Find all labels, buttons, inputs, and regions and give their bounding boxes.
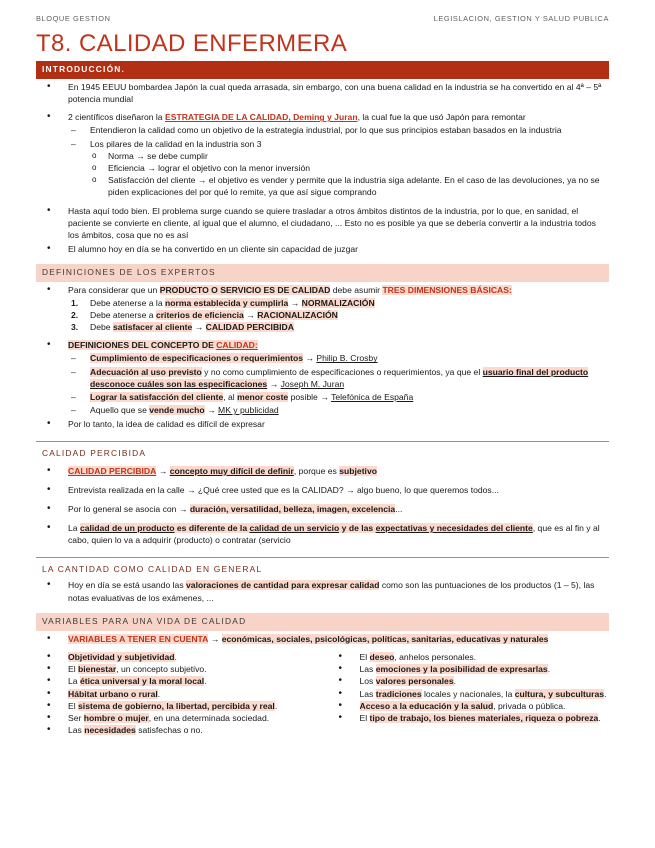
quantity-list — [36, 579, 609, 603]
text: RACIONALIZACIÓN — [257, 309, 338, 320]
text: Entrevista realizada en la calle → ¿Qué cree usted que es la CALIDAD? → algo bueno, lo que queremos todos... — [68, 484, 499, 495]
author-link: Philip B. Crosby — [316, 353, 378, 364]
list-item — [68, 138, 609, 199]
text: calidad de un producto — [79, 523, 175, 534]
text: El alumno hoy en día se ha convertido en un cliente sin capacidad de juzgar — [68, 244, 358, 255]
section-heading-calidad-percibida: CALIDAD PERCIBIDA — [36, 441, 609, 462]
variables-right-column — [318, 651, 610, 736]
text: . — [453, 676, 457, 687]
pillars-list — [90, 150, 609, 199]
text: y de las — [339, 523, 376, 534]
list-item — [36, 724, 318, 736]
list-item — [328, 712, 610, 724]
text: La — [68, 676, 80, 687]
text: El — [359, 652, 370, 663]
text: TRES DIMENSIONES BÁSICAS: — [382, 285, 512, 296]
list-item — [36, 579, 609, 603]
text: . — [547, 664, 551, 675]
running-header — [36, 14, 609, 25]
list-item — [68, 404, 609, 416]
experts-list — [36, 284, 609, 430]
highlight-strategy: ESTRATEGIA DE LA CALIDAD, Deming y Juran — [164, 112, 358, 123]
text: Entendieron la calidad como un objetivo de la estrategia industrial, por lo que sus principios estaban basados en la industria — [90, 125, 562, 136]
author-link: Joseph M. Juran — [280, 378, 345, 389]
text: → — [208, 633, 222, 644]
text: satisfechas o no. — [135, 725, 203, 736]
text: debe asumir — [330, 285, 383, 296]
list-item — [36, 700, 318, 712]
list-item — [328, 651, 610, 663]
list-item — [90, 174, 609, 198]
text: emociones y la posibilidad de expresarlas — [375, 664, 548, 675]
list-item — [68, 352, 609, 364]
text: tipo de trabajo, los bienes materiales, riqueza o pobreza — [369, 713, 599, 724]
text: Para considerar que un — [68, 285, 160, 296]
running-header-right: LEGISLACION, GESTION Y SALUD PUBLICA — [433, 14, 609, 23]
text: concepto muy difícil de definir — [169, 465, 294, 476]
list-item — [36, 675, 318, 687]
page-title: T8. CALIDAD ENFERMERA — [36, 29, 348, 57]
text: Aquello que se — [90, 405, 150, 416]
text: PRODUCTO O SERVICIO ES DE CALIDAD — [159, 285, 331, 296]
list-item — [36, 688, 318, 700]
text: , privada o pública. — [493, 700, 566, 711]
document-page — [36, 14, 609, 736]
text: CALIDAD: — [216, 340, 258, 351]
list-item — [68, 366, 609, 390]
variables-lead-list — [36, 633, 609, 645]
text: , anhelos personales. — [394, 652, 477, 663]
text: criterios de eficiencia — [155, 309, 244, 320]
text: valores personales — [375, 676, 454, 687]
text: Hábitat urbano o rural — [68, 688, 158, 699]
text: . — [274, 700, 278, 711]
text: , porque es — [293, 465, 340, 476]
text: locales y nacionales, la — [421, 688, 515, 699]
text: DEFINICIONES DEL CONCEPTO DE — [68, 340, 217, 351]
list-item — [328, 663, 610, 675]
list-item — [90, 162, 609, 174]
text: , la cual fue la que usó Japón para remontar — [357, 112, 526, 123]
text: y no como cumplimiento de especificaciones o requerimientos, ya que el — [201, 366, 483, 377]
text: tradiciones — [375, 688, 422, 699]
text: 2 científicos diseñaron la — [68, 112, 165, 123]
text: Los — [359, 676, 376, 687]
text: duración, versatilidad, belleza, imagen, excelencia — [189, 503, 396, 514]
text: hombre o mujer — [83, 713, 149, 724]
list-item — [36, 418, 609, 430]
section-heading-introduccion: INTRODUCCIÓN. — [36, 61, 609, 79]
list-item — [36, 284, 609, 333]
text: , al — [223, 392, 238, 403]
text: Por lo tanto, la idea de calidad es difícil de expresar — [68, 419, 265, 430]
text: usuario final del producto desconoce cuáles son las especificaciones — [90, 366, 589, 389]
list-item — [36, 243, 609, 255]
text: calidad de un servicio — [249, 523, 340, 534]
text: es diferente de la — [174, 523, 250, 534]
text: . — [157, 688, 161, 699]
text: El — [68, 700, 79, 711]
text: CALIDAD PERCIBIDA — [68, 465, 157, 476]
list-item — [36, 484, 609, 496]
text: Adecuación al uso previsto — [90, 366, 202, 377]
text: Por lo general se asocia con → — [68, 503, 190, 514]
text: , que es al fin y al cabo, quien lo va a adquirir (producto) o contratar (servicio — [68, 523, 600, 546]
text: El — [359, 713, 370, 724]
list-item — [36, 633, 609, 645]
text: Lograr la satisfacción del cliente — [90, 392, 224, 403]
text: Las — [68, 725, 85, 736]
text: La — [68, 523, 80, 534]
list-item — [90, 150, 609, 162]
list-item — [36, 522, 609, 546]
list-item — [36, 339, 609, 416]
text: Eficiencia → lograr el objetivo con la menor inversión — [108, 163, 311, 174]
text: sistema de gobierno, la libertad, percibida y real — [78, 700, 275, 711]
intro-list — [36, 81, 609, 256]
text: económicas, sociales, psicológicas, políticas, sanitarias, educativas y naturales — [221, 633, 549, 644]
list-item — [328, 700, 610, 712]
section-heading-variables: VARIABLES PARA UNA VIDA DE CALIDAD — [36, 613, 609, 631]
text: En 1945 EEUU bombardea Japón la cual queda arrasada, sin embargo, con una buena calidad en la industria se ha convertido en al 4ª – 5ª potencia mundial — [68, 81, 602, 105]
variables-columns — [36, 651, 609, 736]
list-item — [36, 503, 609, 515]
text: → — [192, 322, 206, 332]
section-heading-definiciones: DEFINICIONES DE LOS EXPERTOS — [36, 264, 609, 282]
text: ... — [395, 503, 403, 514]
text: Debe atenerse a la — [90, 297, 166, 308]
text: , en una determinada sociedad. — [148, 713, 270, 724]
text: posible → — [288, 392, 332, 403]
text: subjetivo — [339, 465, 377, 476]
text: NORMALIZACIÓN — [301, 297, 375, 308]
text: CALIDAD PERCIBIDA — [205, 322, 294, 332]
text: norma establecida y cumplirla — [165, 297, 289, 308]
item-number: 2. — [71, 309, 79, 320]
text: Las — [359, 664, 376, 675]
text: → — [267, 378, 281, 389]
list-item — [36, 81, 609, 105]
text: menor coste — [237, 392, 289, 403]
text: VARIABLES A TENER EN CUENTA — [68, 633, 209, 644]
text: expectativas y necesidades del cliente — [375, 523, 533, 534]
text: valoraciones de cantidad para expresar calidad — [186, 580, 380, 591]
list-item — [36, 663, 318, 675]
list-item — [68, 309, 609, 321]
author-link: Telefónica de España — [331, 392, 414, 403]
text: bienestar — [78, 664, 117, 675]
text: Cumplimiento de especificaciones o requerimientos — [90, 353, 303, 364]
text: Objetividad y subjetividad — [68, 652, 175, 663]
text: → — [204, 405, 219, 416]
text: Las — [359, 688, 376, 699]
item-number: 3. — [71, 322, 79, 332]
section-heading-cantidad: LA CANTIDAD COMO CALIDAD EN GENERAL — [36, 557, 609, 578]
dimensions-list — [68, 297, 609, 334]
text: cultura, y subculturas — [514, 688, 605, 699]
list-item — [68, 297, 609, 309]
text: . — [598, 713, 601, 724]
text: → — [243, 309, 258, 320]
list-item — [68, 391, 609, 403]
author-link: MK y publicidad — [218, 405, 279, 416]
text: Ser — [68, 713, 84, 724]
sublist — [68, 124, 609, 198]
list-item — [36, 111, 609, 198]
text: vende mucho — [149, 405, 205, 416]
running-header-left: BLOQUE GESTION — [36, 14, 111, 23]
text: El — [68, 664, 79, 675]
list-item — [68, 124, 609, 136]
text: Los pilares de la calidad en la industria son 3 — [90, 138, 262, 149]
text: . — [174, 652, 177, 663]
definitions-list — [68, 352, 609, 416]
list-item — [68, 321, 609, 333]
text: → — [156, 465, 170, 476]
text: Hoy en día se está usando las — [68, 580, 187, 591]
list-item — [36, 651, 318, 663]
text: satisfacer al cliente — [112, 322, 193, 332]
list-item — [36, 205, 609, 242]
variables-left-column — [36, 651, 318, 736]
text: , un concepto subjetivo. — [116, 664, 207, 675]
text: Satisfacción del cliente → el objetivo es vender y permite que la industria siga adelante. En el caso de las devoluciones, ya no se piden explicaciones del por qué lo remite, ya que así sigue comprando — [108, 175, 600, 198]
text: → — [303, 353, 317, 364]
text: Debe atenerse a — [90, 309, 156, 320]
text: Acceso a la educación y la salud — [359, 700, 494, 711]
perceived-list — [36, 465, 609, 547]
text: ética universal y la moral local — [79, 676, 205, 687]
text: → — [288, 297, 302, 308]
item-number: 1. — [71, 297, 79, 308]
text: . — [204, 676, 207, 687]
list-item — [36, 465, 609, 477]
list-item — [328, 688, 610, 700]
text: deseo — [369, 652, 395, 663]
text: Debe — [90, 322, 113, 332]
text: como son las puntuaciones de los productos (1 – 5), las notas evaluativas de los exámenes, ... — [68, 580, 595, 603]
list-item — [36, 712, 318, 724]
text: Norma → se debe cumplir — [108, 150, 208, 161]
text: Hasta aquí todo bien. El problema surge cuando se quiere trasladar a otros ámbitos distintos de la industria, por lo que, en sanidad, el paciente se convierte en cliente, al igual que el alumno, el ciudadano, ... Esto no es posible ya que se debería convertir a la industria todos los ámbitos, cosa que no es así — [68, 205, 596, 241]
text: necesidades — [84, 725, 136, 736]
list-item — [328, 675, 610, 687]
text: . — [604, 688, 607, 699]
